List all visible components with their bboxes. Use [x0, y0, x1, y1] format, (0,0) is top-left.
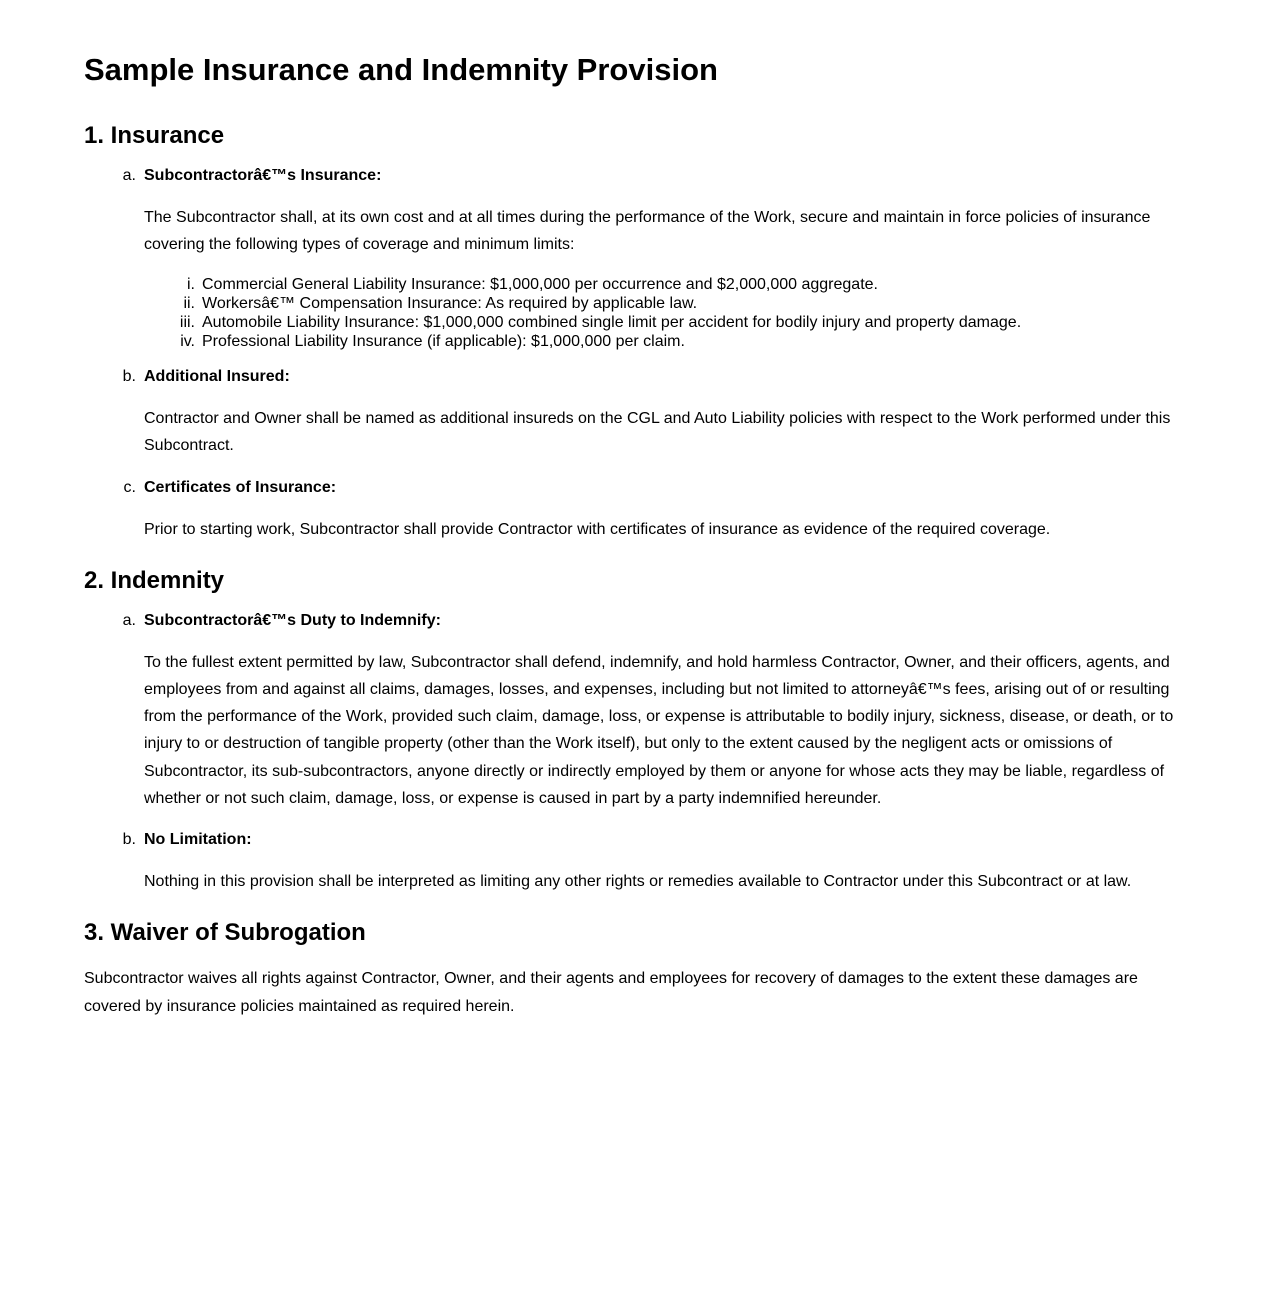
- list-item-marker: a.: [122, 611, 136, 629]
- list-item-certificates-of-insurance: [84, 478, 1194, 543]
- section-indemnity-heading: 2. Indemnity: [84, 566, 225, 594]
- section-waiver-of-subrogation: [84, 919, 1194, 1019]
- list-item-marker: a.: [122, 167, 136, 185]
- section-waiver-heading: 3. Waiver of Subrogation: [84, 919, 366, 947]
- list-item-marker: c.: [123, 478, 136, 496]
- paragraph: Contractor and Owner shall be named as additional insureds on the CGL and Auto Liability policies with respect to the Work performed under this Subcontract.: [144, 410, 1171, 455]
- list-item-duty-to-indemnify: [84, 611, 1194, 812]
- sub-list-item-marker: iv.: [180, 332, 195, 350]
- paragraph: Nothing in this provision shall be interpreted as limiting any other rights or remedies available to Contractor under this Subcontract or at law.: [144, 873, 1132, 891]
- list-item-subcontractors-insurance: [84, 166, 1194, 351]
- list-item-title: Additional Insured:: [144, 368, 290, 386]
- paragraph: Subcontractor waives all rights against Contractor, Owner, and their agents and employees for recovery of damages to the extent these damages are covered by insurance policies maintained as required herein.: [84, 970, 1138, 1015]
- paragraph: Prior to starting work, Subcontractor shall provide Contractor with certificates of insurance as evidence of the required coverage.: [144, 520, 1051, 538]
- section-insurance: [84, 122, 1194, 543]
- sub-list-item-text: Commercial General Liability Insurance: $1,000,000 per occurrence and $2,000,000 aggregate.: [202, 276, 878, 294]
- list-item-title: Subcontractorâ€™s Duty to Indemnify:: [144, 611, 441, 629]
- list-item-additional-insured: [84, 367, 1194, 459]
- sub-list-item-workers-comp: [144, 295, 1194, 314]
- sub-list-item-marker: i.: [187, 276, 195, 294]
- section-insurance-heading: 1. Insurance: [84, 121, 225, 149]
- paragraph: To the fullest extent permitted by law, Subcontractor shall defend, indemnify, and hold harmless Contractor, Owner, and their officers, agents, and employees from and against all claims, damages, losses, and expenses, including but not limited to attorneyâ€™s fees, arising out of or resulting from the performance of the Work, provided such claim, damage, loss, or expense is attributable to bodily injury, sickness, disease, or death, or to injury to or destruction of tangible property (other than the Work itself), but only to the extent caused by the negligent acts or omissions of Subcontractor, its sub-subcontractors, anyone directly or indirectly employed by them or anyone for whose acts they may be liable, regardless of whether or not such claim, damage, loss, or expense is caused in part by a party indemnified hereunder.: [144, 653, 1174, 807]
- section-indemnity: [84, 567, 1194, 895]
- list-item-title: Certificates of Insurance:: [144, 478, 337, 496]
- sub-list-item-marker: ii.: [183, 295, 195, 313]
- list-item-marker: b.: [122, 368, 136, 386]
- sub-list-item-marker: iii.: [179, 313, 195, 331]
- list-item-no-limitation: [84, 830, 1194, 895]
- sub-list-item-professional-liability: [144, 333, 1194, 352]
- sub-list-item-text: Automobile Liability Insurance: $1,000,000 combined single limit per accident for bodily injury and property damage.: [202, 313, 1022, 331]
- document-title: Sample Insurance and Indemnity Provision: [84, 52, 718, 87]
- sub-list-item-text: Professional Liability Insurance (if applicable): $1,000,000 per claim.: [202, 332, 685, 350]
- list-item-marker: b.: [122, 831, 136, 849]
- list-item-title: No Limitation:: [144, 831, 252, 849]
- sub-list-item-cgl: [144, 276, 1194, 295]
- coverage-sub-list: [144, 276, 1194, 351]
- sub-list-item-text: Workersâ€™ Compensation Insurance: As required by applicable law.: [202, 295, 698, 313]
- sub-list-item-auto-liability: [144, 314, 1194, 333]
- list-item-title: Subcontractorâ€™s Insurance:: [144, 167, 382, 185]
- paragraph: The Subcontractor shall, at its own cost and at all times during the performance of the Work, secure and maintain in force policies of insurance covering the following types of coverage and minimum limits:: [144, 209, 1151, 254]
